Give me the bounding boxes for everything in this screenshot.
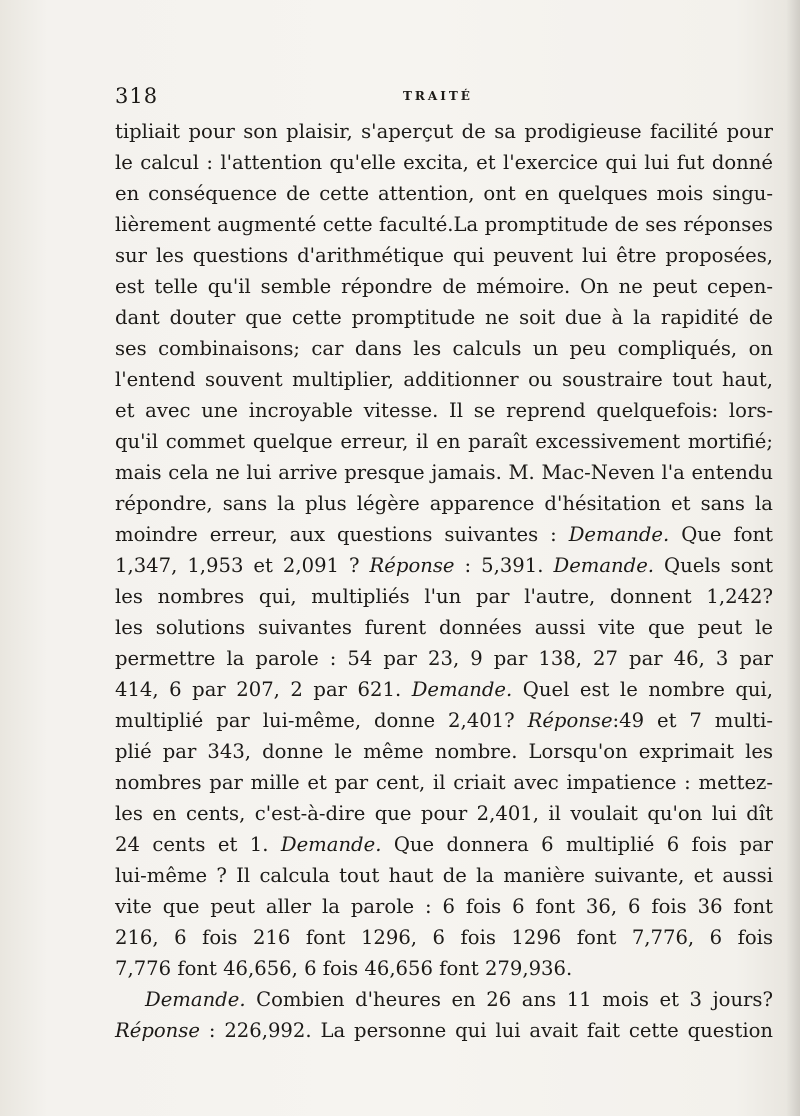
text-run: moindre erreur, aux questions suivantes : — [115, 523, 569, 546]
text-line — [115, 426, 773, 457]
text-run: dant douter que cette promptitude ne soit due à la rapidité de — [115, 306, 773, 329]
text-run: l'entend souvent multiplier, additionner ou soustraire tout haut, — [115, 368, 773, 391]
text-run: lui-même ? Il calcula tout haut de la manière suivante, et aussi — [115, 864, 773, 887]
text-run: 1,347, 1,953 et 2,091 ? — [115, 554, 370, 577]
text-run: répondre, sans la plus légère apparence d'hésitation et sans la — [115, 492, 773, 515]
text-line — [115, 767, 773, 798]
running-head: TRAITÉ — [403, 89, 473, 103]
text-run: Quels sont — [654, 554, 774, 577]
text-run: nombres par mille et par cent, il criait avec impatience : mettez- — [115, 771, 773, 794]
text-run: est telle qu'il semble répondre de mémoire. On ne peut cepen- — [115, 275, 773, 298]
text-line — [115, 271, 773, 302]
text-line — [115, 643, 773, 674]
page-edge-shadow — [786, 0, 800, 1116]
text-run: vite que peut aller la parole : 6 fois 6 font 36, 6 fois 36 font — [115, 895, 773, 918]
page-header — [115, 84, 770, 114]
text-run: : 226,992. La personne qui lui avait fait cette question — [199, 1019, 773, 1042]
text-run: tipliait pour son plaisir, s'aperçut de sa prodigieuse facilité pour — [115, 120, 773, 143]
text-run: 7,776 font 46,656, 6 fois 46,656 font 279,936. — [115, 957, 573, 980]
italic-term: Demande. — [145, 988, 246, 1011]
text-run: 216, 6 fois 216 font 1296, 6 fois 1296 font 7,776, 6 fois — [115, 926, 773, 949]
text-run: permettre la parole : 54 par 23, 9 par 138, 27 par 46, 3 par — [115, 647, 773, 670]
text-run: Que font — [669, 523, 773, 546]
text-line — [115, 147, 773, 178]
text-line — [115, 1015, 773, 1046]
text-line — [115, 488, 773, 519]
text-line — [115, 457, 773, 488]
italic-term: Demande. — [280, 833, 382, 856]
text-run: le calcul : l'attention qu'elle excita, et l'exercice qui lui fut donné — [115, 151, 773, 174]
text-line — [115, 209, 773, 240]
text-line — [115, 829, 773, 860]
text-run: et avec une incroyable vitesse. Il se reprend quelquefois: lors- — [115, 399, 773, 422]
text-line — [115, 705, 773, 736]
text-line — [115, 674, 773, 705]
text-run: :49 et 7 multi- — [612, 709, 773, 732]
italic-term: Réponse — [115, 1019, 200, 1042]
text-run: les solutions suivantes furent données aussi vite que peut le — [115, 616, 773, 639]
text-line — [115, 612, 773, 643]
text-line — [115, 240, 773, 271]
text-run: plié par 343, donne le même nombre. Lorsqu'on exprimait les — [115, 740, 773, 763]
text-run: ses combinaisons; car dans les calculs un peu compliqués, on — [115, 337, 773, 360]
text-run: 24 cents et 1. — [115, 833, 281, 856]
text-line — [115, 333, 773, 364]
italic-term: Réponse — [369, 554, 455, 577]
italic-term: Demande. — [553, 554, 655, 577]
text-line — [115, 953, 773, 984]
text-run: en conséquence de cette attention, ont en quelques mois singu- — [115, 182, 773, 205]
text-line — [115, 891, 773, 922]
text-run: lièrement augmenté cette faculté.La promptitude de ses réponses — [115, 213, 773, 236]
text-run: qu'il commet quelque erreur, il en paraît excessivement mortifié; — [115, 430, 773, 453]
text-run: mais cela ne lui arrive presque jamais. M. Mac-Neven l'a entendu — [115, 461, 773, 484]
text-line — [115, 178, 773, 209]
text-line — [115, 798, 773, 829]
text-line — [115, 364, 773, 395]
text-line — [115, 302, 773, 333]
text-run: Quel est le nombre qui, — [512, 678, 773, 701]
text-line — [115, 519, 773, 550]
text-line — [115, 860, 773, 891]
text-line — [115, 550, 773, 581]
text-run: multiplié par lui-même, donne 2,401? — [115, 709, 528, 732]
text-line — [115, 581, 773, 612]
text-line — [115, 116, 773, 147]
text-run: les nombres qui, multipliés l'un par l'autre, donnent 1,242? — [115, 585, 773, 608]
italic-term: Demande. — [568, 523, 670, 546]
text-run: 414, 6 par 207, 2 par 621. — [115, 678, 412, 701]
text-run: Que donnera 6 multiplié 6 fois par — [381, 833, 773, 856]
italic-term: Demande. — [411, 678, 513, 701]
text-line — [115, 922, 773, 953]
text-run: les en cents, c'est-à-dire que pour 2,401, il voulait qu'on lui dît — [115, 802, 773, 825]
text-run: Combien d'heures en 26 ans 11 mois et 3 jours? — [245, 988, 773, 1011]
text-line — [115, 736, 773, 767]
text-run: : 5,391. — [454, 554, 554, 577]
text-line — [115, 984, 773, 1015]
page-number: 318 — [115, 84, 159, 108]
text-run: sur les questions d'arithmétique qui peuvent lui être proposées, — [115, 244, 773, 267]
italic-term: Réponse — [527, 709, 613, 732]
body-text — [115, 116, 773, 1046]
text-line — [115, 395, 773, 426]
